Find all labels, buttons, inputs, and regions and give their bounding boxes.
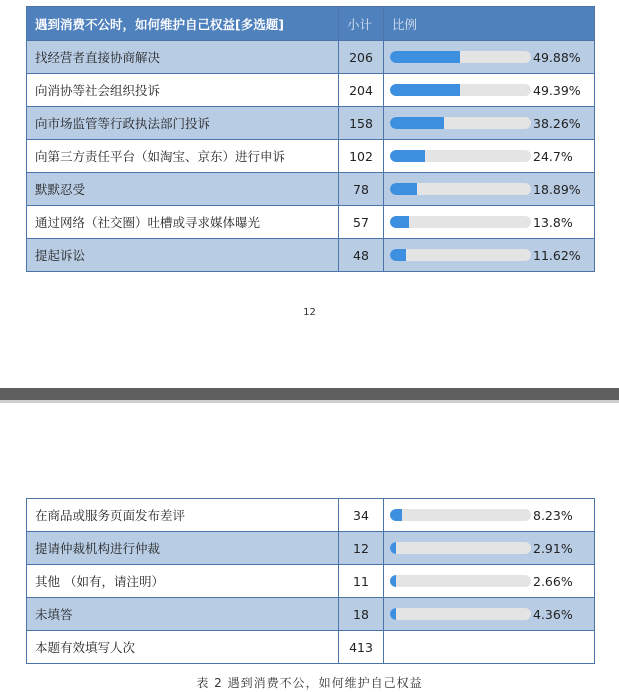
option-label: 默默忍受 xyxy=(27,173,339,206)
percent-bar-fill xyxy=(390,575,396,587)
table-row xyxy=(27,206,595,239)
percent-bar-track xyxy=(390,51,531,63)
option-percent-cell xyxy=(384,499,595,532)
option-count: 48 xyxy=(339,239,384,272)
option-percent: 24.7% xyxy=(533,148,573,164)
percent-bar-track xyxy=(390,249,531,261)
option-count: 57 xyxy=(339,206,384,239)
option-label: 提请仲裁机构进行仲裁 xyxy=(27,532,339,565)
option-percent-cell xyxy=(384,206,595,239)
percent-bar-fill xyxy=(390,608,396,620)
table-row xyxy=(27,173,595,206)
table-row xyxy=(27,41,595,74)
table-row xyxy=(27,74,595,107)
page-separator xyxy=(0,388,619,400)
table-row xyxy=(27,565,595,598)
option-count: 11 xyxy=(339,565,384,598)
percent-bar-track xyxy=(390,509,531,521)
option-label: 通过网络（社交圈）吐槽或寻求媒体曝光 xyxy=(27,206,339,239)
table-row xyxy=(27,107,595,140)
option-percent: 2.66% xyxy=(533,573,573,589)
percent-bar-fill xyxy=(390,51,460,63)
percent-bar-fill xyxy=(390,509,402,521)
option-label: 提起诉讼 xyxy=(27,239,339,272)
option-percent: 18.89% xyxy=(533,181,581,197)
percent-bar-track xyxy=(390,542,531,554)
percent-bar-track xyxy=(390,117,531,129)
percent-bar-fill xyxy=(390,542,396,554)
option-label: 向第三方责任平台（如淘宝、京东）进行申诉 xyxy=(27,140,339,173)
option-percent-cell xyxy=(384,598,595,631)
percent-bar-fill xyxy=(390,249,406,261)
option-percent-cell xyxy=(384,565,595,598)
percent-bar-fill xyxy=(390,84,460,96)
option-percent: 38.26% xyxy=(533,115,581,131)
total-count: 413 xyxy=(339,631,384,664)
option-count: 78 xyxy=(339,173,384,206)
table-row xyxy=(27,499,595,532)
table-caption: 表 2 遇到消费不公，如何维护自己权益 xyxy=(196,676,423,690)
option-percent-cell xyxy=(384,41,595,74)
option-count: 18 xyxy=(339,598,384,631)
option-percent-cell xyxy=(384,140,595,173)
percent-bar-track xyxy=(390,183,531,195)
option-label: 其他 （如有，请注明） xyxy=(27,565,339,598)
percent-bar-track xyxy=(390,575,531,587)
option-count: 12 xyxy=(339,532,384,565)
table-row xyxy=(27,239,595,272)
percent-bar-track xyxy=(390,608,531,620)
option-count: 102 xyxy=(339,140,384,173)
option-percent: 49.88% xyxy=(533,49,581,65)
option-label: 找经营者直接协商解决 xyxy=(27,41,339,74)
option-percent: 2.91% xyxy=(533,540,573,556)
option-percent: 11.62% xyxy=(533,247,581,263)
question-header: 遇到消费不公时，如何维护自己权益[多选题] xyxy=(27,7,339,41)
page-number: 12 xyxy=(303,307,316,318)
option-count: 158 xyxy=(339,107,384,140)
percent-bar-fill xyxy=(390,183,417,195)
option-percent: 4.36% xyxy=(533,606,573,622)
count-header: 小计 xyxy=(339,7,384,41)
option-percent-cell xyxy=(384,239,595,272)
option-label: 向市场监管等行政执法部门投诉 xyxy=(27,107,339,140)
option-percent-cell xyxy=(384,74,595,107)
option-percent-cell xyxy=(384,173,595,206)
percent-bar-track xyxy=(390,216,531,228)
survey-table-bottom xyxy=(26,498,595,664)
option-count: 206 xyxy=(339,41,384,74)
table-row xyxy=(27,140,595,173)
table-header-row xyxy=(27,7,595,41)
total-empty-cell xyxy=(384,631,595,664)
survey-table-top xyxy=(26,6,595,272)
table-row xyxy=(27,598,595,631)
option-label: 在商品或服务页面发布差评 xyxy=(27,499,339,532)
document-page-lower xyxy=(0,403,619,692)
table-total-row xyxy=(27,631,595,664)
option-label: 向消协等社会组织投诉 xyxy=(27,74,339,107)
percent-bar-track xyxy=(390,150,531,162)
option-percent-cell xyxy=(384,107,595,140)
percent-bar-track xyxy=(390,84,531,96)
option-percent: 13.8% xyxy=(533,214,573,230)
percent-bar-fill xyxy=(390,117,444,129)
option-percent-cell xyxy=(384,532,595,565)
option-count: 204 xyxy=(339,74,384,107)
option-percent: 8.23% xyxy=(533,507,573,523)
percent-header: 比例 xyxy=(384,7,595,41)
option-percent: 49.39% xyxy=(533,82,581,98)
table-row xyxy=(27,532,595,565)
option-label: 未填答 xyxy=(27,598,339,631)
total-label: 本题有效填写人次 xyxy=(27,631,339,664)
option-count: 34 xyxy=(339,499,384,532)
percent-bar-fill xyxy=(390,216,409,228)
percent-bar-fill xyxy=(390,150,425,162)
